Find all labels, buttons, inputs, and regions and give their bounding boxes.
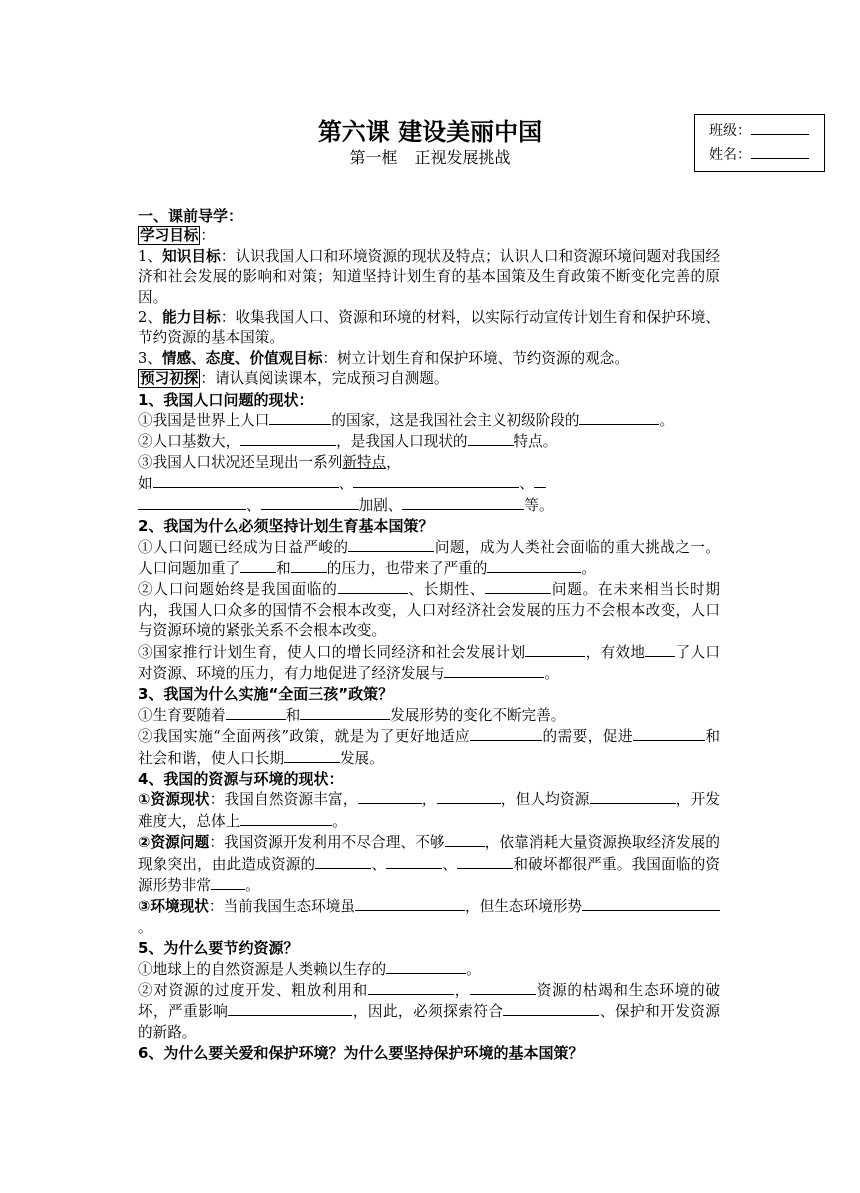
text: ， [421, 791, 437, 809]
answer-blank[interactable] [261, 495, 359, 510]
answer-blank[interactable] [338, 579, 408, 594]
text: ：当前我国生态环境虽 [208, 898, 356, 916]
question-line [138, 642, 720, 685]
text: ①人口问题已经成为日益严峻的 [138, 538, 349, 556]
answer-blank[interactable] [579, 410, 659, 425]
text: 资源的枯竭和生态环境的破坏，严重影响 [138, 982, 720, 1021]
answer-blank[interactable] [353, 473, 519, 488]
text: ，有效地 [585, 643, 646, 661]
goal-label: 情感、态度、价值观目标 [161, 349, 323, 367]
answer-blank[interactable] [355, 896, 465, 911]
preview-text: ：请认真阅读课本，完成预习自测题。 [200, 370, 449, 388]
text: 等。 [524, 496, 554, 514]
answer-blank[interactable] [457, 854, 513, 869]
question-line [138, 495, 720, 516]
goal-text: ：收集我国人口、资源和环境的材料，以实际行动宣传计划生育和保护环境、节约资源的基本国策。 [138, 309, 720, 347]
text: 发展形势的变化不断完善。 [390, 706, 566, 724]
class-row [709, 119, 824, 143]
answer-blank[interactable] [368, 980, 454, 995]
name-blank[interactable] [751, 143, 809, 159]
text: 特点。 [513, 433, 558, 451]
text: 和社会和谐，使人口长期 [138, 728, 720, 767]
answer-blank[interactable] [444, 663, 544, 678]
preview-label: 预习初探 [140, 370, 199, 388]
answer-blank[interactable] [582, 896, 720, 911]
answer-blank[interactable] [590, 789, 676, 804]
answer-blank[interactable] [138, 495, 246, 510]
question-line [138, 726, 720, 769]
answer-blank[interactable] [470, 980, 536, 995]
text: 、保护和开发资源的新路。 [138, 1003, 720, 1041]
question-heading: 2、我国为什么必须坚持计划生育基本国策？ [138, 517, 434, 536]
question-line [138, 832, 720, 896]
text: 、 [246, 496, 261, 514]
goal-attitude [138, 349, 720, 369]
name-label: 姓名： [709, 147, 751, 163]
text: ，但人均资源 [500, 791, 590, 809]
answer-blank[interactable] [386, 959, 466, 974]
answer-blank[interactable] [315, 854, 371, 869]
question-heading: 5、为什么要节约资源？ [138, 939, 299, 958]
goal-ability [138, 308, 720, 349]
question-line [138, 980, 720, 1043]
question-line [138, 453, 720, 473]
preview-instruction [138, 369, 720, 389]
text: 的压力，也带来了严重的 [326, 559, 488, 577]
text: ③国家推行计划生育，使人口的增长同经济和社会发展计划 [138, 643, 526, 661]
goal-text: ：树立计划生育和保护环境、节约资源的观念。 [322, 349, 629, 367]
goal-number: 2、 [138, 309, 163, 327]
text: ：我国自然资源丰富， [209, 791, 358, 809]
question-line [138, 579, 720, 641]
answer-blank[interactable] [240, 558, 276, 573]
question-line [138, 789, 720, 832]
answer-blank[interactable] [437, 789, 501, 804]
text: 。 [244, 877, 260, 894]
text: ③我国人口状况还呈现出一系列 [138, 453, 343, 471]
underlined-text: 新特点 [342, 453, 387, 471]
goal-number: 1、 [138, 247, 163, 265]
text: 。 [544, 664, 560, 682]
goal-label: 能力目标 [162, 309, 221, 327]
question-heading: 3、我国为什么实施“全面三孩”政策？ [138, 685, 394, 704]
text: ， [453, 982, 471, 1000]
text: 。 [332, 812, 347, 830]
answer-blank[interactable] [291, 558, 327, 573]
answer-blank[interactable] [445, 832, 485, 847]
text: 、 [519, 475, 534, 493]
goal-knowledge [138, 247, 720, 308]
text: ②人口问题始终是我国面临的 [138, 581, 338, 599]
answer-blank[interactable] [240, 811, 332, 826]
class-blank[interactable] [751, 119, 809, 135]
text: 和破坏都很严重。我国面临的资源形势非常 [138, 855, 720, 894]
text: 和 [285, 706, 301, 724]
question-line [138, 473, 720, 494]
answer-blank[interactable] [226, 705, 286, 720]
answer-blank[interactable] [284, 748, 340, 763]
goals-colon: ： [200, 227, 215, 245]
question-line [138, 410, 720, 431]
answer-blank[interactable] [633, 726, 705, 741]
answer-blank[interactable] [358, 789, 422, 804]
text: 的需要，促进 [542, 728, 633, 746]
text: 问题，成为人类社会面临的重大挑战之一。人口问题加重了 [138, 538, 720, 577]
question-line [138, 537, 720, 580]
student-info-box [694, 114, 825, 172]
text: 发展。 [339, 749, 384, 767]
question-heading: 4、我国的资源与环境的现状： [138, 769, 344, 788]
goals-title [138, 226, 720, 246]
text: ②人口基数大， [138, 433, 241, 451]
label: ②资源问题 [138, 834, 210, 852]
section-heading: 一、课前导学： [138, 207, 244, 225]
text: ，但生态环境形势 [465, 898, 582, 916]
class-label: 班级： [709, 123, 751, 139]
answer-blank[interactable] [240, 431, 336, 446]
goals-label: 学习目标 [140, 227, 199, 245]
answer-blank[interactable] [228, 1001, 352, 1016]
text: 、长期性、 [407, 581, 486, 599]
text: 的国家，这是我国社会主义初级阶段的 [331, 412, 580, 430]
goal-number: 3、 [138, 349, 162, 367]
text: 如 [138, 475, 153, 493]
text: 。 [138, 918, 153, 936]
answer-blank[interactable] [525, 642, 585, 657]
question-heading: 1、我国人口问题的现状： [138, 390, 314, 409]
text: ②我国实施“全面两孩”政策，就是为了更好地适应 [138, 728, 471, 746]
text: 。 [466, 960, 481, 978]
goal-label: 知识目标 [162, 247, 221, 265]
answer-blank[interactable] [402, 495, 524, 510]
text: ，开发难度大，总体上 [138, 791, 720, 830]
name-row [709, 143, 824, 167]
question-line [138, 959, 720, 980]
text: 和 [276, 559, 291, 577]
answer-blank[interactable] [534, 473, 546, 488]
text: ，依靠消耗大量资源换取经济发展的现象突出，由此造成资源的 [138, 834, 720, 873]
text: 、 [442, 855, 458, 873]
answer-blank[interactable] [468, 431, 514, 446]
text: ，是我国人口现状的 [336, 433, 468, 451]
label: ①资源现状 [138, 791, 210, 809]
text: ①地球上的自然资源是人类赖以生存的 [138, 960, 387, 978]
text: 了人口对资源、环境的压力，有力地促进了经济发展与 [138, 643, 720, 682]
answer-blank[interactable] [470, 726, 542, 741]
answer-blank[interactable] [300, 705, 390, 720]
text: 。 [659, 412, 675, 430]
worksheet-body [138, 206, 720, 1064]
text: 。 [581, 559, 596, 577]
answer-blank[interactable] [211, 875, 245, 890]
text: ，因此，必须探索符合 [352, 1003, 504, 1021]
answer-blank[interactable] [348, 537, 434, 552]
label: ③环境现状 [138, 898, 209, 916]
text: ②对资源的过度开发、粗放利用和 [138, 982, 368, 1000]
text: ：我国资源开发利用不尽合理、不够 [209, 834, 445, 852]
text: 问题。在未来相当长时期内，我国人口众多的国情不会根本改变，人口对经济社会发展的压力不会根本改变，人口与资源环境的紧张关系不会根本改变。 [138, 581, 720, 640]
goal-text: ：认识我国人口和环境资源的现状及特点；认识人口和资源环境问题对我国经济和社会发展的影响和对策；知道坚持计划生育的基本国策及生育政策不断变化完善的原因。 [138, 247, 720, 306]
subtitle-part-a: 第一框 [349, 148, 398, 167]
answer-blank[interactable] [645, 642, 675, 657]
text: ①生育要随着 [138, 706, 226, 724]
question-line [138, 705, 720, 726]
answer-blank[interactable] [153, 473, 339, 488]
text: ①我国是世界上人口 [138, 412, 270, 430]
answer-blank[interactable] [386, 854, 442, 869]
page-title: 第六课 建设美丽中国 [317, 118, 543, 146]
question-heading: 6、为什么要关爱和保护环境？为什么要坚持保护环境的基本国策？ [138, 1044, 584, 1063]
text: 、 [338, 475, 354, 493]
question-line [138, 896, 720, 938]
text: ， [386, 453, 401, 471]
answer-blank[interactable] [485, 579, 551, 594]
answer-blank[interactable] [269, 410, 331, 425]
answer-blank[interactable] [503, 1001, 599, 1016]
subtitle-part-b: 正视发展挑战 [414, 148, 511, 167]
answer-blank[interactable] [487, 558, 581, 573]
question-line [138, 431, 720, 452]
text: 加剧、 [358, 496, 403, 514]
text: 、 [371, 855, 387, 873]
